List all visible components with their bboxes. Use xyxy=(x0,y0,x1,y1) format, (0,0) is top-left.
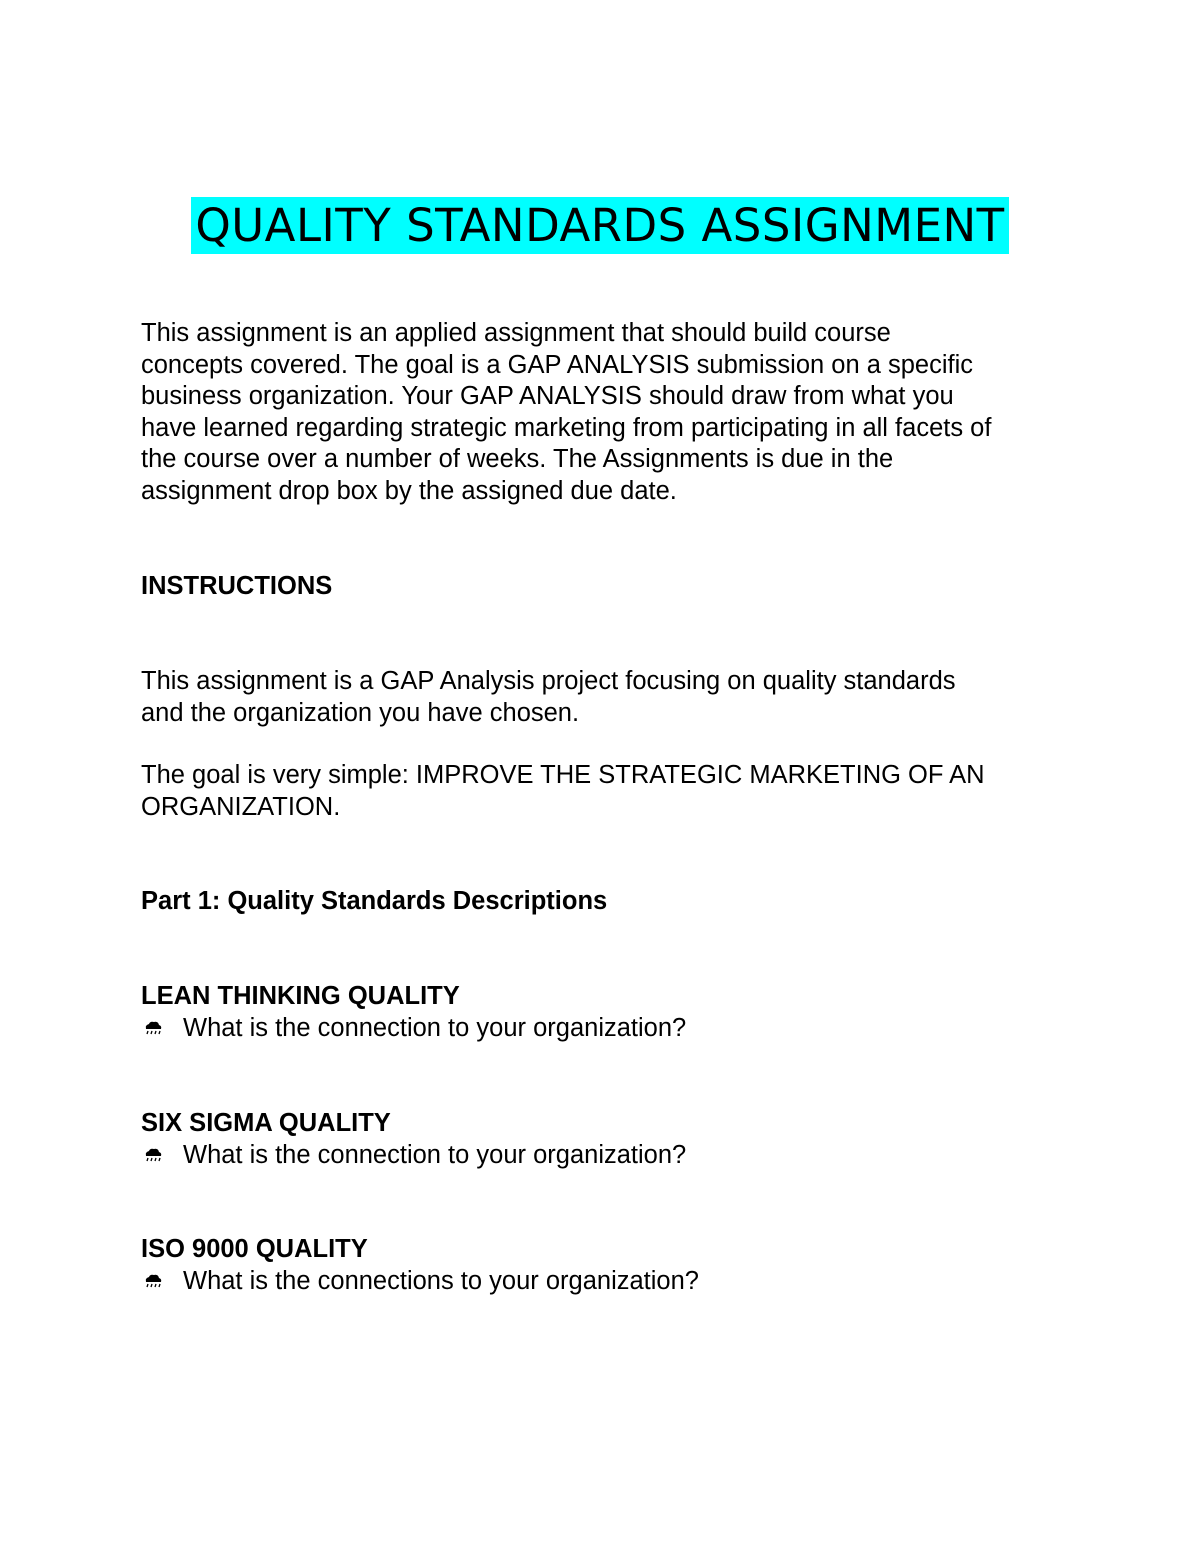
section-lean-thinking xyxy=(141,981,1081,1044)
bullet-item xyxy=(141,1266,1081,1298)
intro-line: have learned regarding strategic marketing from participating in all facets of xyxy=(141,413,992,442)
section-heading: SIX SIGMA QUALITY xyxy=(141,1109,391,1137)
section-heading: LEAN THINKING QUALITY xyxy=(141,982,460,1010)
weather-bullet-icon xyxy=(141,1020,183,1036)
paragraph-line: The goal is very simple: IMPROVE THE STRATEGIC MARKETING OF AN xyxy=(141,761,985,789)
paragraph-line: This assignment is a GAP Analysis project focusing on quality standards xyxy=(141,667,956,695)
title-wrapper xyxy=(0,197,1200,254)
intro-line: business organization. Your GAP ANALYSIS should draw from what you xyxy=(141,382,954,411)
section-heading: ISO 9000 QUALITY xyxy=(141,1235,368,1263)
weather-bullet-icon xyxy=(141,1273,183,1289)
bullet-item xyxy=(141,1013,1081,1045)
section-six-sigma xyxy=(141,1108,1081,1171)
weather-bullet-icon xyxy=(141,1147,183,1163)
part1-heading: Part 1: Quality Standards Descriptions xyxy=(141,887,608,915)
intro-line: the course over a number of weeks. The Assignments is due in the xyxy=(141,445,894,474)
paragraph-line: and the organization you have chosen. xyxy=(141,698,580,727)
instructions-heading: INSTRUCTIONS xyxy=(141,572,333,600)
intro-line: concepts covered. The goal is a GAP ANALYSIS submission on a specific xyxy=(141,350,974,379)
document-title: QUALITY STANDARDS ASSIGNMENT xyxy=(191,197,1008,254)
section-iso-9000 xyxy=(141,1234,1081,1297)
bullet-text: What is the connection to your organization? xyxy=(183,1140,687,1169)
intro-line: This assignment is an applied assignment that should build course xyxy=(141,319,891,347)
bullet-text: What is the connections to your organization? xyxy=(183,1266,699,1295)
bullet-item xyxy=(141,1140,1081,1172)
intro-paragraph xyxy=(141,318,1081,508)
paragraph-line: ORGANIZATION. xyxy=(141,792,341,821)
instructions-paragraph xyxy=(141,666,1081,729)
bullet-text: What is the connection to your organization? xyxy=(183,1013,687,1042)
intro-line: assignment drop box by the assigned due date. xyxy=(141,476,677,505)
goal-paragraph xyxy=(141,760,1081,823)
